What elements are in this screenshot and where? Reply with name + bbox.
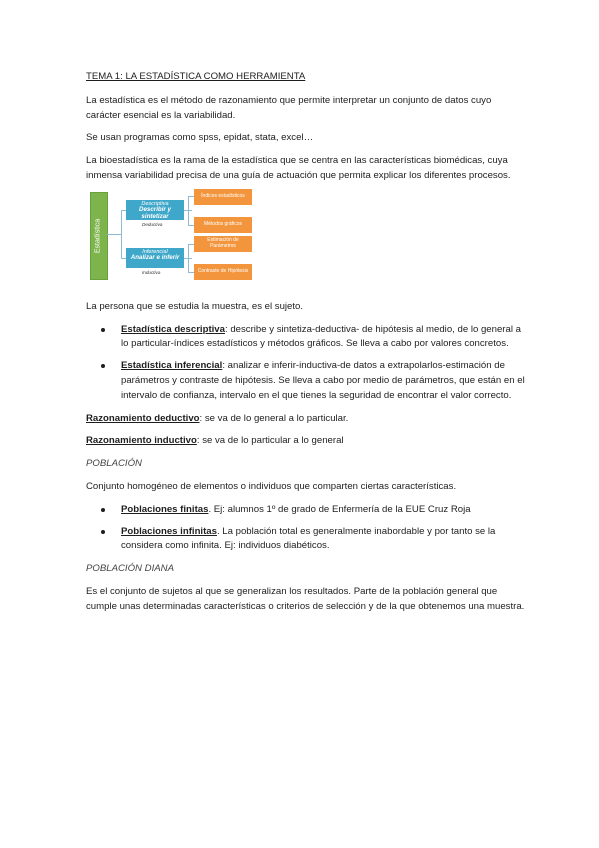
diagram-branch-inferencial bbox=[126, 248, 184, 268]
bullet-icon bbox=[101, 530, 105, 534]
statistics-types-list bbox=[86, 323, 526, 404]
term-label: Razonamiento deductivo bbox=[86, 412, 200, 424]
term-definition: : describe y sintetiza-deductiva- de hipótesis al medio, de lo general a lo particular-índices estadísticos y métodos gráficos. Se lleva a cabo por valores concretos. bbox=[121, 323, 521, 350]
page-title: TEMA 1: LA ESTADÍSTICA COMO HERRAMIENTA bbox=[86, 71, 306, 82]
bullet-icon bbox=[101, 328, 105, 332]
branch-main-label: Describir y sintetizar bbox=[139, 206, 171, 220]
term-label: Razonamiento inductivo bbox=[86, 435, 197, 447]
term-definition: : analizar e inferir-inductiva-de datos a extrapolarlos-estimación de parámetros y contraste de hipótesis. Se lleva a cabo por medio de parámetros, que están en el intervalo de confianza, intervalo en el que tienes la seguridad de encontrar el valor correcto. bbox=[121, 360, 525, 401]
term-label: Estadística descriptiva bbox=[121, 323, 225, 335]
term-label: Poblaciones finitas bbox=[121, 503, 209, 515]
diagram-connector bbox=[121, 210, 122, 258]
list-item bbox=[86, 525, 526, 555]
bullet-icon bbox=[101, 508, 105, 512]
list-item bbox=[86, 359, 526, 403]
branch-sub-label: Inductiva bbox=[142, 269, 161, 275]
heading-poblacion: POBLACIÓN bbox=[86, 458, 142, 470]
list-item bbox=[86, 323, 526, 353]
diagram-connector bbox=[107, 234, 121, 235]
term-definition: : se va de lo particular a lo general bbox=[196, 435, 344, 447]
term-label: Estadística inferencial bbox=[121, 360, 223, 372]
term-label: Poblaciones infinitas bbox=[121, 525, 217, 537]
paragraph-deductivo bbox=[86, 412, 526, 427]
paragraph-definition: La estadística es el método de razonamiento que permite interpretar un conjunto de datos cuyo carácter esencial es la variabilidad. bbox=[86, 94, 492, 121]
diagram-root bbox=[90, 192, 108, 280]
paragraph-poblacion-diana: Es el conjunto de sujetos al que se generalizan los resultados. Parte de la población general que cumple unas determinadas características o criterios de selección y de la que obtenemos una muestra. bbox=[86, 585, 525, 612]
term-definition: : se va de lo general a lo particular. bbox=[199, 412, 349, 424]
paragraph-bioestadistica: La bioestadística es la rama de la estadística que se centra en las características biomédicas, cuya inmensa variabilidad precisa de una guía de actuación que permita explicar los diferentes procesos. bbox=[86, 155, 511, 181]
diagram-leaf: Estimación de Parámetros bbox=[194, 236, 252, 252]
list-item bbox=[86, 503, 526, 518]
diagram-branch-descriptiva bbox=[126, 200, 184, 220]
heading-poblacion-diana: POBLACIÓN DIANA bbox=[86, 563, 174, 575]
diagram-connector bbox=[188, 244, 189, 272]
branch-small-label: Inferencial bbox=[142, 248, 168, 255]
diagram-root-label: Estadística bbox=[94, 218, 102, 253]
term-definition: . La población total es generalmente inabordable y por tanto se la considera como infinita. Ej: individuos diabéticos. bbox=[121, 525, 496, 552]
paragraph-programs: Se usan programas como spss, epidat, stata, excel… bbox=[86, 132, 314, 144]
diagram-leaf: Contraste de Hipótesis bbox=[194, 264, 252, 280]
diagram-leaf: Métodos gráficos bbox=[194, 217, 252, 233]
document-content bbox=[86, 70, 526, 623]
bullet-icon bbox=[101, 364, 105, 368]
branch-small-label: Descriptiva bbox=[141, 200, 169, 207]
branch-main-label: Analizar e inferir bbox=[130, 254, 180, 262]
diagram-connector bbox=[188, 196, 189, 226]
population-types-list bbox=[86, 503, 526, 554]
branch-sub-label: Deductiva bbox=[142, 221, 163, 227]
paragraph-sujeto: La persona que se estudia la muestra, es el sujeto. bbox=[86, 300, 304, 312]
term-definition: . Ej: alumnos 1º de grado de Enfermería de la EUE Cruz Roja bbox=[208, 503, 471, 515]
paragraph-poblacion: Conjunto homogéneo de elementos o individuos que comparten ciertas características. bbox=[86, 480, 457, 492]
statistics-diagram bbox=[90, 192, 350, 282]
paragraph-inductivo bbox=[86, 434, 526, 449]
diagram-leaf: Índices estadísticos bbox=[194, 189, 252, 205]
